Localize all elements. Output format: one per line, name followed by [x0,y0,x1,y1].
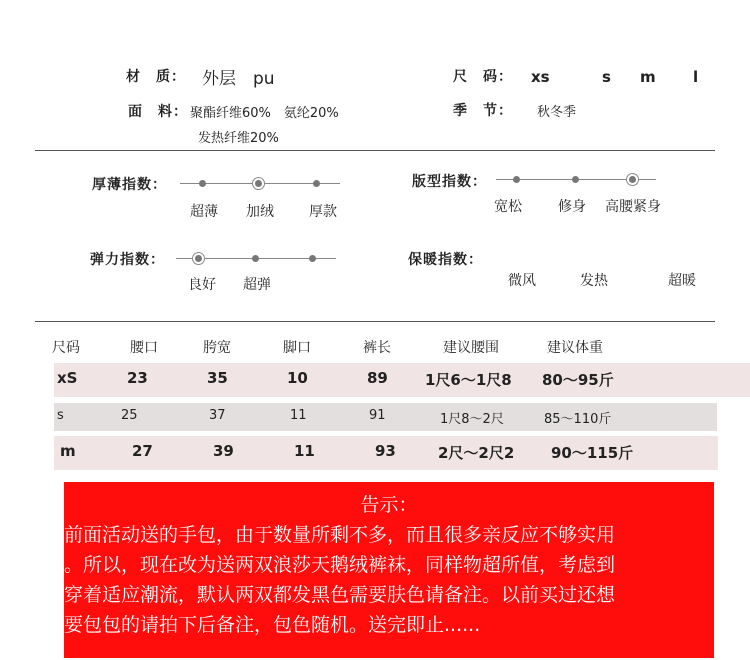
row-1-hip: 35 [207,369,228,387]
row-3-size: m [60,442,76,460]
size-xs: xs [531,68,550,86]
row-1-waist: 23 [127,369,148,387]
row-3-hem: 11 [294,442,315,460]
row-2-waist: 25 [121,408,138,423]
row-3-length: 93 [375,442,396,460]
notice-body [64,520,714,640]
row-2-hem: 11 [290,408,307,423]
size-s: s [602,68,611,86]
row-2-hip: 37 [209,408,226,423]
material-value: 外层 pu [202,69,275,89]
header-waist: 腰口 [130,340,158,356]
season-label: 季 节： [453,103,513,119]
size-label: 尺 码： [453,69,513,85]
notice-line-3: 穿着适应潮流，默认两双都发黑色需要肤色请备注。以前买过还想 [64,584,616,606]
notice-box [64,482,714,658]
fabric-line-1: 聚酯纤维60% 氨纶20% [190,106,339,121]
row-3-waist: 27 [132,442,153,460]
stretch-dot-1-selected [195,255,202,262]
row-1-suggested-weight: 80～95斤 [542,371,614,389]
warmth-index-label: 保暖指数： [408,252,483,268]
row-2-suggested-waist: 1尺8～2尺 [440,412,504,427]
divider-top [35,150,715,151]
thickness-index-label: 厚薄指数： [92,177,167,193]
warmth-option-3: 超暖 [668,273,696,289]
row-1-size: xS [57,369,78,387]
material-label: 材 质： [126,69,186,85]
header-hem: 脚口 [283,340,311,356]
thickness-option-1: 超薄 [190,204,218,220]
fabric-label: 面 料： [128,104,188,120]
notice-title: 告示： [360,494,418,516]
header-suggested-weight: 建议体重 [547,340,603,356]
header-length: 裤长 [363,340,391,356]
warmth-option-1: 微风 [508,273,536,289]
header-hip: 胯宽 [203,340,231,356]
stretch-option-2: 超弹 [243,277,271,293]
fit-dot-2 [572,176,579,183]
stretch-index-label: 弹力指数： [90,252,165,268]
table-row [54,363,750,397]
header-size: 尺码 [52,340,80,356]
row-3-suggested-weight: 90～115斤 [551,444,634,462]
size-m: m [640,68,656,86]
thickness-dot-3 [313,180,320,187]
fit-dot-1 [513,176,520,183]
notice-line-2: 。所以，现在改为送两双浪莎天鹅绒裤袜，同样物超所值，考虑到 [64,554,616,576]
row-3-suggested-waist: 2尺～2尺2 [438,444,515,462]
row-1-suggested-waist: 1尺6～1尺8 [425,371,512,389]
row-2-suggested-weight: 85～110斤 [544,412,612,427]
fit-index-label: 版型指数： [412,174,487,190]
stretch-dot-2 [252,255,259,262]
row-1-length: 89 [367,369,388,387]
size-l: l [693,68,699,86]
row-2-length: 91 [369,408,386,423]
thickness-option-3: 厚款 [309,204,337,220]
thickness-dot-1 [199,180,206,187]
fit-option-1: 宽松 [494,199,522,215]
notice-line-4: 要包包的请拍下后备注，包色随机。送完即止...... [64,614,481,636]
stretch-dot-3 [309,255,316,262]
fit-option-2: 修身 [558,199,586,215]
season-value: 秋冬季 [537,105,577,120]
divider-middle [35,321,715,322]
fit-option-3: 高腰紧身 [605,199,661,215]
header-suggested-waist: 建议腰围 [443,340,499,356]
fabric-line-2: 发热纤维20% [198,131,279,146]
stretch-option-1: 良好 [188,277,216,293]
row-3-hip: 39 [213,442,234,460]
row-1-hem: 10 [287,369,308,387]
thickness-option-2: 加绒 [246,204,274,220]
warmth-option-2: 发热 [580,273,608,289]
fit-dot-3-selected [629,176,636,183]
notice-line-1: 前面活动送的手包，由于数量所剩不多，而且很多亲反应不够实用 [64,524,616,546]
thickness-dot-2-selected [255,180,262,187]
row-2-size: s [57,408,64,423]
